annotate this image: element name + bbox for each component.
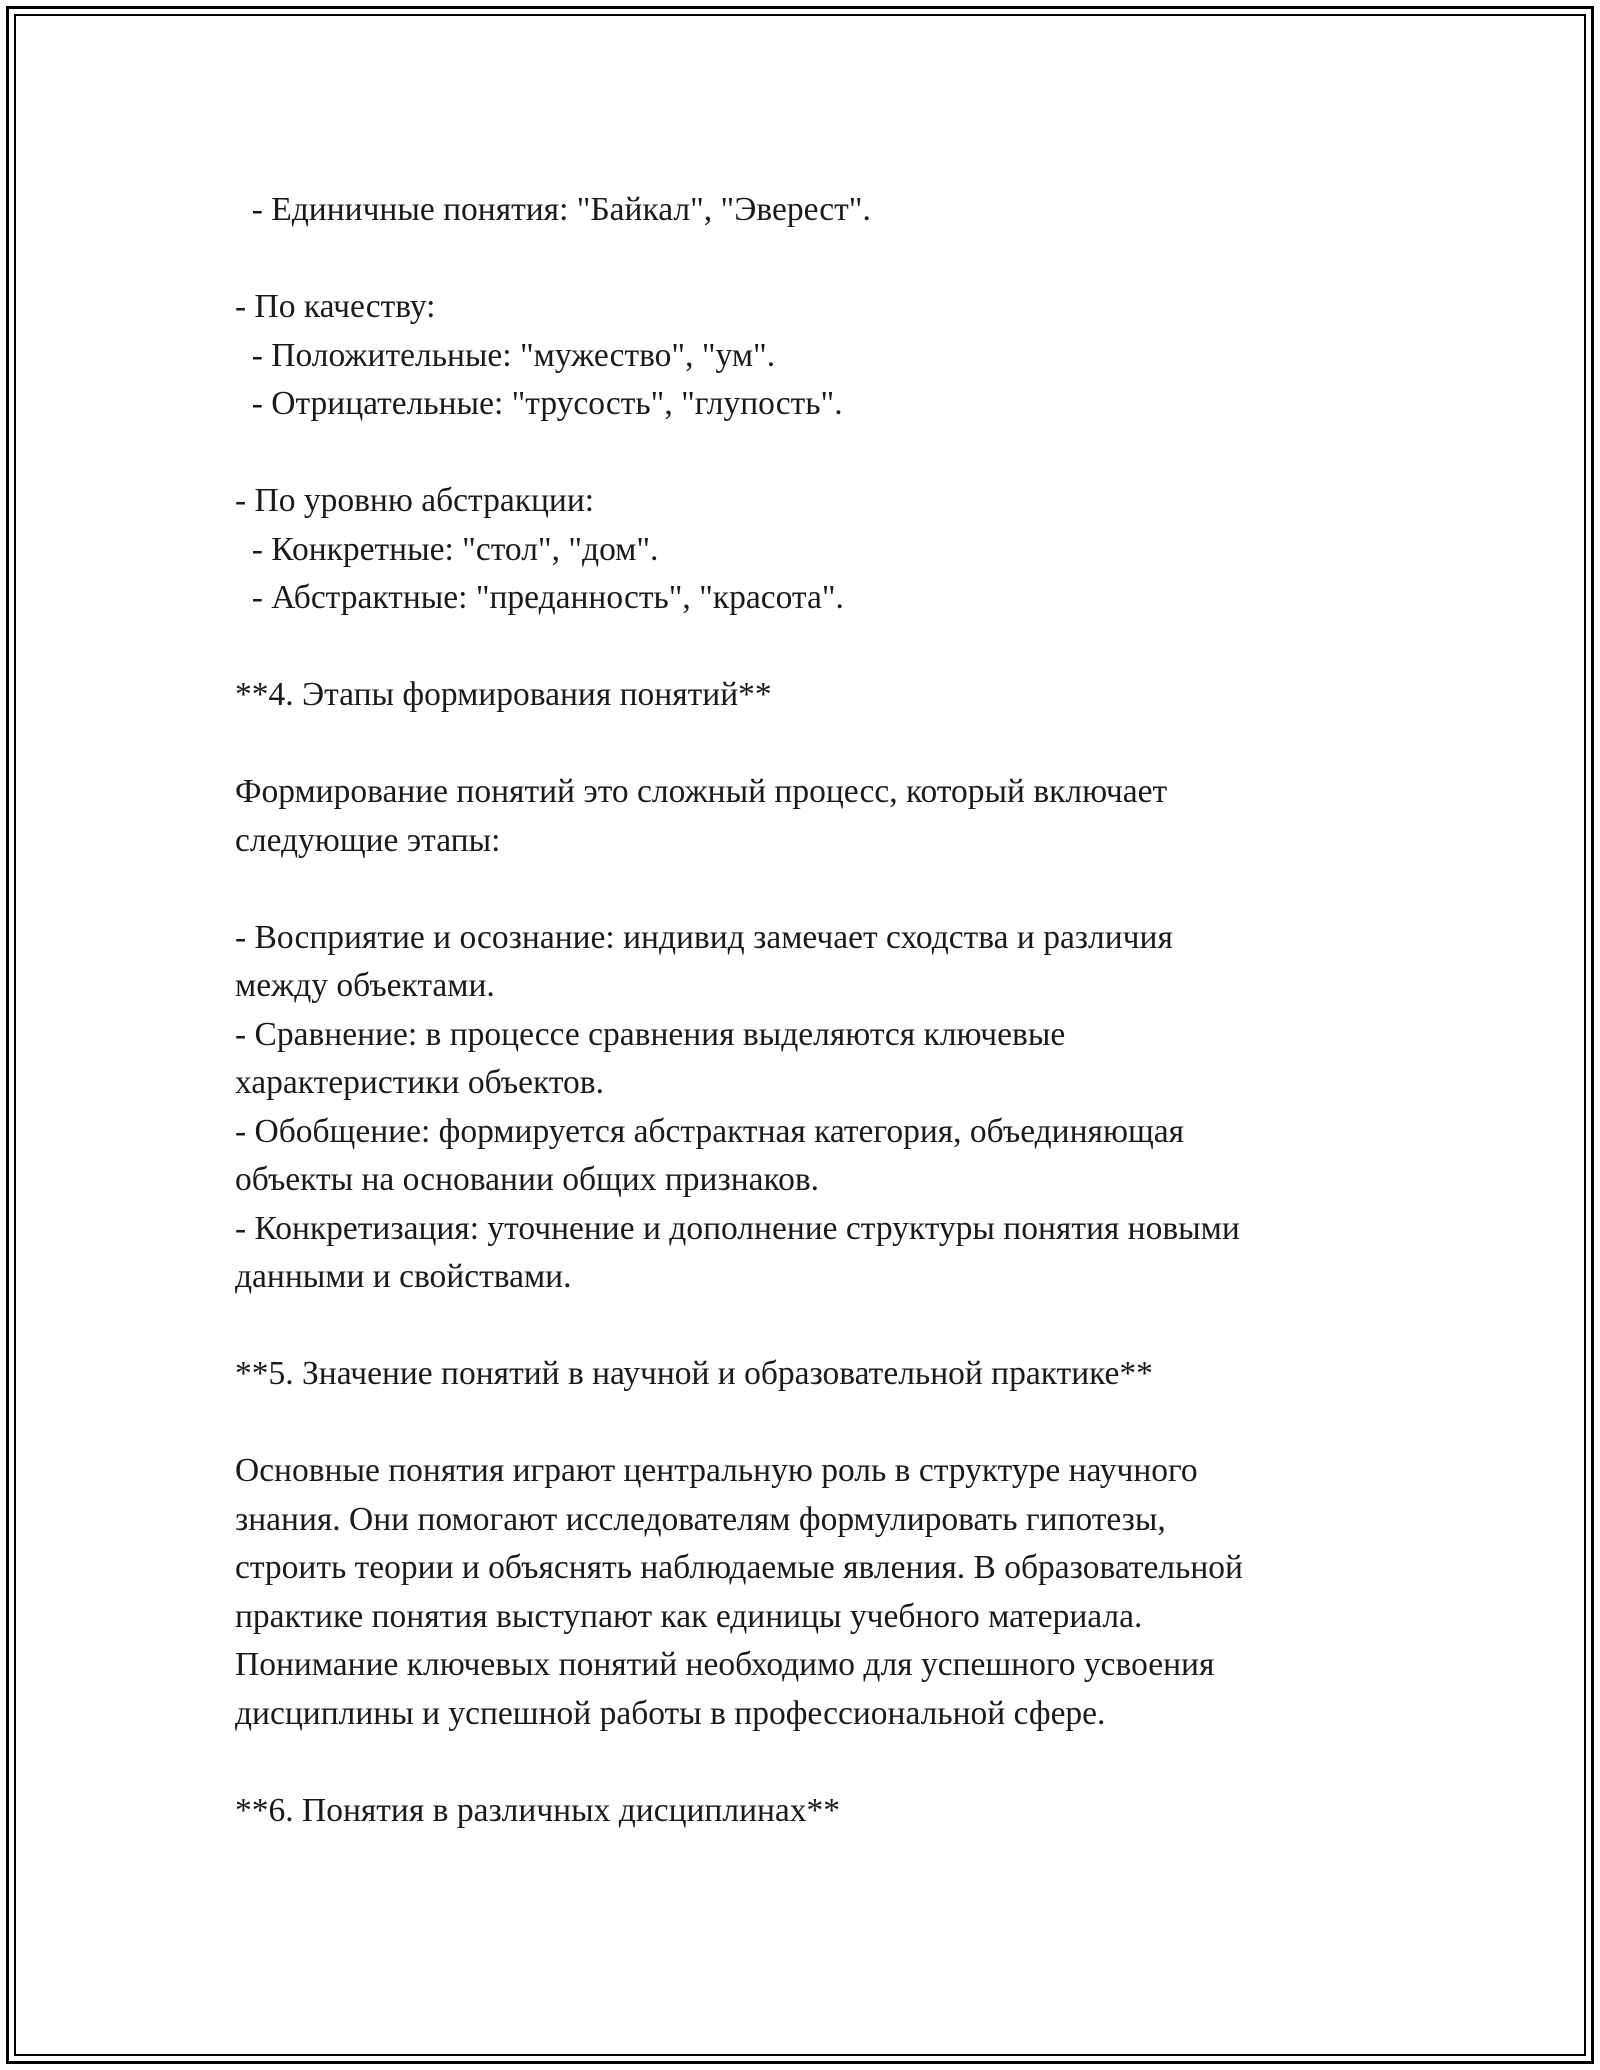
text-line: - Абстрактные: "преданность", "красота". — [235, 579, 844, 616]
blank-line — [235, 1738, 1415, 1787]
paragraph-line: следующие этапы: — [235, 821, 501, 859]
paragraph-line: Основные понятия играют центральную роль в структуре научного — [235, 1452, 1198, 1489]
list-item-line: - Сравнение: в процессе сравнения выделяются ключевые — [235, 1015, 1066, 1053]
text-line: - По уровню абстракции: — [235, 482, 595, 519]
section-heading: **4. Этапы формирования понятий** — [235, 676, 772, 713]
text-line: - По качеству: — [235, 288, 436, 325]
list-item-line: данными и свойствами. — [235, 1258, 572, 1295]
blank-line — [235, 865, 1415, 914]
list-item-line: объекты на основании общих признаков. — [235, 1161, 820, 1198]
list-item-line: между объектами. — [235, 967, 495, 1004]
blank-line — [235, 429, 1415, 478]
text-line: - Положительные: "мужество", "ум". — [235, 336, 776, 374]
list-item-line: - Обобщение: формируется абстрактная категория, объединяющая — [235, 1112, 1185, 1150]
blank-line — [235, 623, 1415, 672]
blank-line — [235, 235, 1415, 284]
paragraph-line: Формирование понятий это сложный процесс, который включает — [235, 773, 1168, 810]
text-line: - Единичные понятия: "Байкал", "Эверест". — [235, 191, 871, 228]
paragraph-line: Понимание ключевых понятий необходимо для успешного усвоения — [235, 1646, 1215, 1683]
text-line: - Отрицательные: "трусость", "глупость". — [235, 385, 843, 422]
list-item-line: - Восприятие и осознание: индивид замечает сходства и различия — [235, 918, 1173, 956]
paragraph-line: дисциплины и успешной работы в профессиональной сфере. — [235, 1694, 1106, 1732]
blank-line — [235, 1399, 1415, 1448]
list-item-line: - Конкретизация: уточнение и дополнение структуры понятия новыми — [235, 1209, 1240, 1247]
paragraph-line: строить теории и объяснять наблюдаемые явления. В образовательной — [235, 1549, 1243, 1586]
section-heading: **5. Значение понятий в научной и образовательной практике** — [235, 1355, 1153, 1392]
paragraph-line: практике понятия выступают как единицы учебного материала. — [235, 1597, 1143, 1635]
section-heading: **6. Понятия в различных дисциплинах** — [235, 1791, 841, 1829]
paragraph-line: знания. Они помогают исследователям формулировать гипотезы, — [235, 1500, 1166, 1538]
document-body — [235, 186, 1415, 1835]
text-line: - Конкретные: "стол", "дом". — [235, 530, 659, 568]
blank-line — [235, 720, 1415, 769]
list-item-line: характеристики объектов. — [235, 1064, 604, 1101]
blank-line — [235, 1302, 1415, 1351]
